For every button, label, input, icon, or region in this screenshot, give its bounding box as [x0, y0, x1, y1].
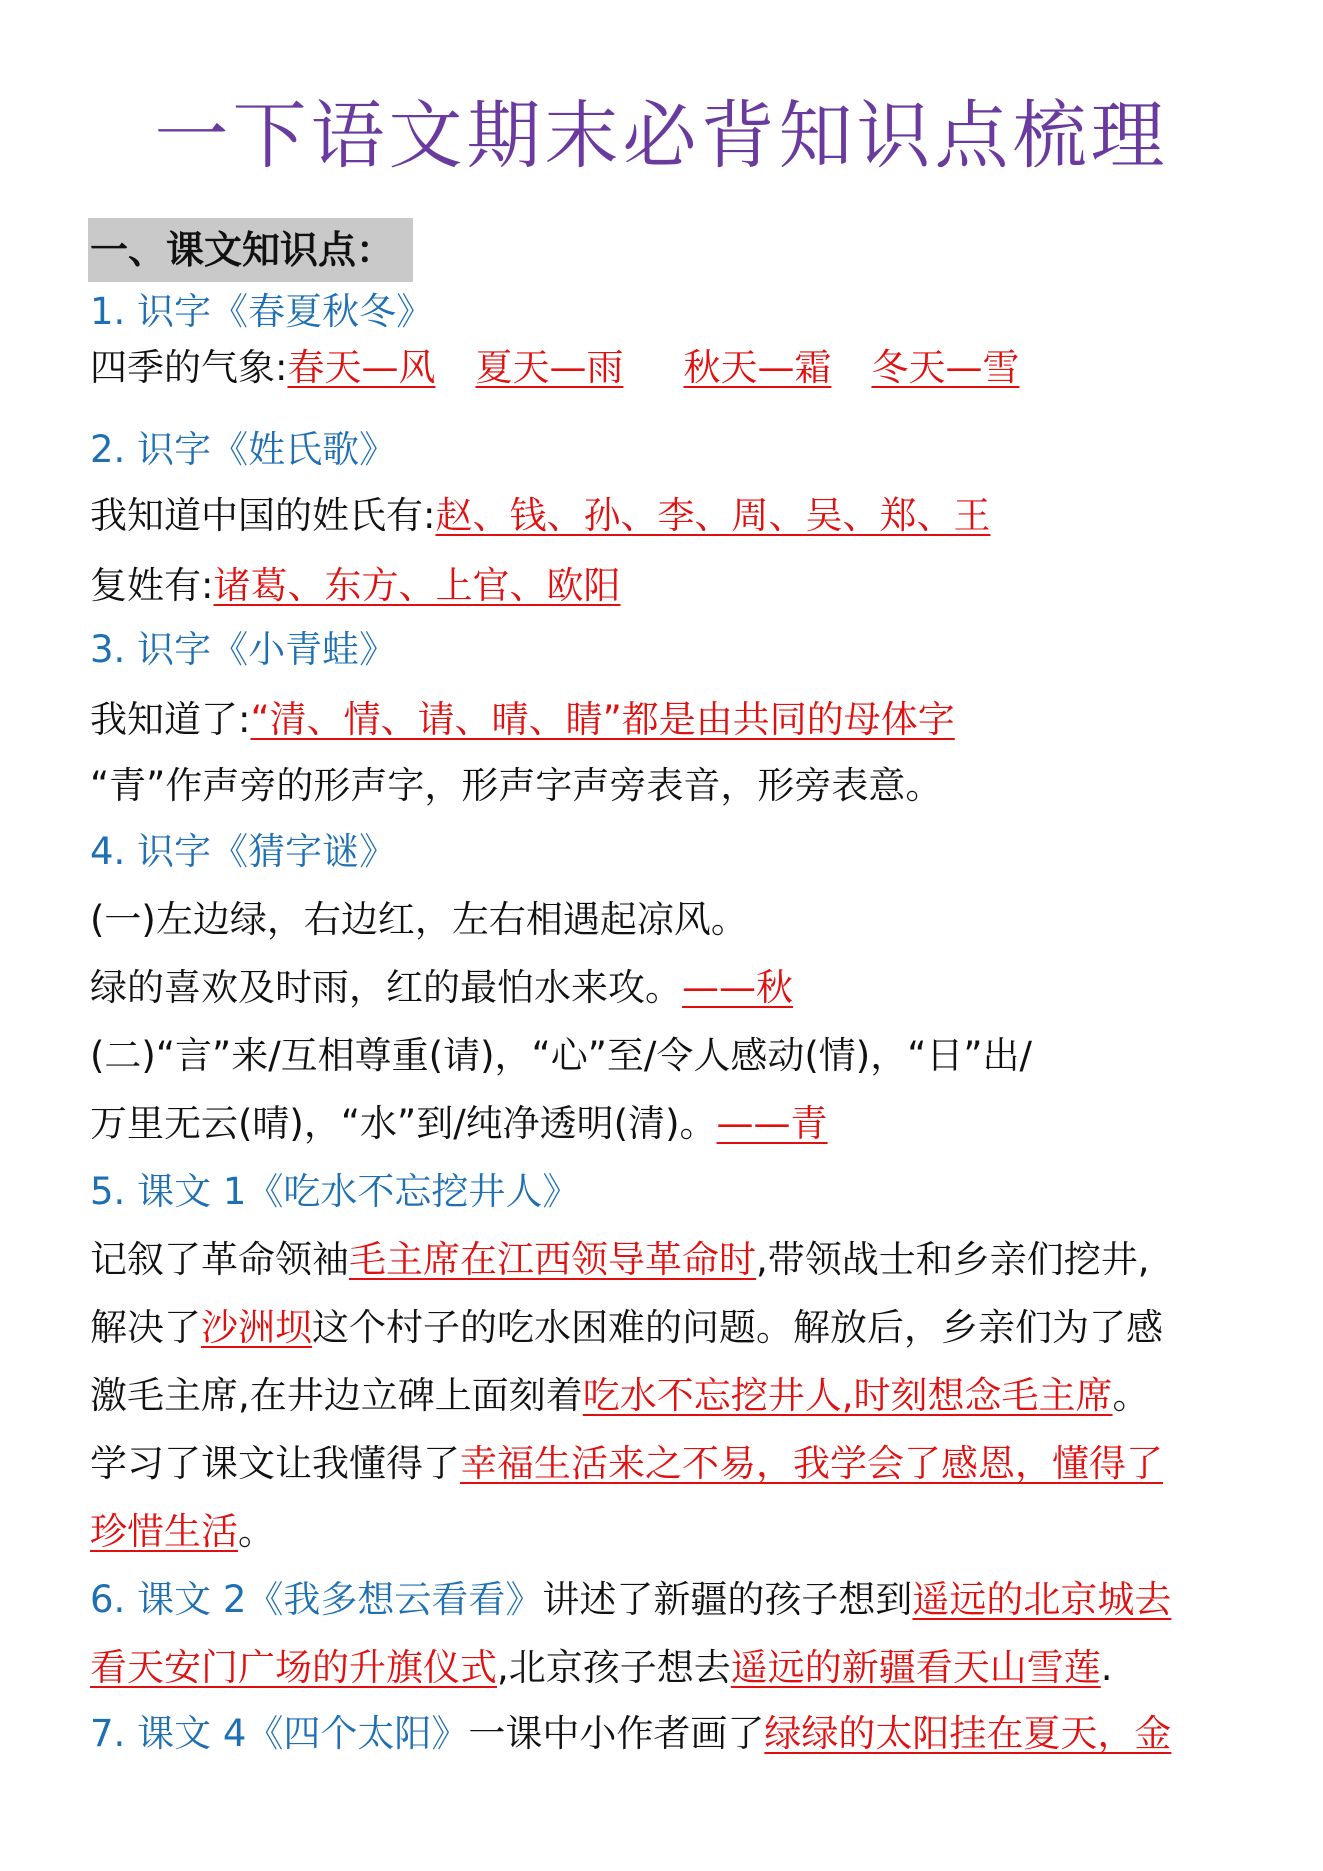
text: 复姓有:	[90, 564, 214, 607]
item-3-line-1	[90, 690, 955, 750]
text: ,带领战士和乡亲们挖井,	[756, 1238, 1150, 1281]
item-1-heading: 1. 识字《春夏秋冬》	[90, 290, 434, 333]
item-5-line-2	[90, 1298, 1163, 1358]
text: 我知道了:	[90, 698, 251, 741]
answer: 赵、钱、孙、李、周、吴、郑、王	[435, 494, 991, 537]
item-5-line-3	[90, 1366, 1150, 1426]
item-5-line-1	[90, 1230, 1150, 1290]
item-2-line-2	[90, 556, 620, 616]
answer: 遥远的北京城去	[912, 1578, 1172, 1621]
item-5-heading: 5. 课文 1《吃水不忘挖井人》	[90, 1170, 580, 1213]
item-4-line-3: (二)“言”来/互相尊重(请)，“心”至/令人感动(情)，“日”出/	[90, 1034, 1033, 1077]
answer: 遥远的新疆看天山雪莲	[730, 1646, 1101, 1689]
item-4-heading: 4. 识字《猜字谜》	[90, 830, 397, 873]
item-5-line-5	[90, 1502, 275, 1562]
answer: ——青	[716, 1102, 828, 1145]
text: 讲述了新疆的孩子想到	[542, 1578, 913, 1621]
text: 一课中小作者画了	[468, 1712, 765, 1755]
item-1-line	[90, 338, 1019, 398]
text: 这个村子的吃水困难的问题。解放后，乡亲们为了感	[312, 1306, 1163, 1349]
answer: 珍惜生活	[90, 1510, 238, 1553]
answer: 秋天—霜	[683, 346, 832, 389]
answer: 沙洲坝	[201, 1306, 312, 1349]
item-4-line-1: (一)左边绿，右边红，左右相遇起凉风。	[90, 898, 748, 941]
section-heading: 一、课文知识点：	[88, 218, 413, 282]
answer: 绿绿的太阳挂在夏天，金	[764, 1712, 1172, 1755]
text: 。	[1112, 1374, 1150, 1417]
item-7-heading: 7. 课文 4《四个太阳》	[90, 1712, 469, 1755]
item-2-line-1	[90, 486, 990, 546]
item-4-line-4	[90, 1094, 828, 1154]
text: 四季的气象:	[90, 346, 288, 389]
text: 。	[238, 1510, 275, 1553]
answer: 春天—风	[287, 346, 436, 389]
answer: 吃水不忘挖井人,时刻想念毛主席	[582, 1374, 1113, 1417]
text: ,北京孩子想去	[497, 1646, 731, 1689]
text: 万里无云(晴)，“水”到/纯净透明(清)。	[90, 1102, 717, 1145]
answer: 夏天—雨	[475, 346, 624, 389]
answer: ——秋	[682, 966, 793, 1009]
item-6-heading: 6. 课文 2《我多想云看看》	[90, 1578, 543, 1621]
text: 绿的喜欢及时雨，红的最怕水来攻。	[90, 966, 682, 1009]
answer: 冬天—雪	[871, 346, 1020, 389]
text: .	[1100, 1646, 1113, 1689]
text: 解决了	[90, 1306, 201, 1349]
answer: 幸福生活来之不易，我学会了感恩，懂得了	[460, 1442, 1163, 1485]
item-5-line-4	[90, 1434, 1163, 1494]
text: 记叙了革命领袖	[90, 1238, 349, 1281]
item-3-line-2: “青”作声旁的形声字，形声字声旁表音，形旁表意。	[90, 764, 943, 807]
item-4-line-2	[90, 958, 793, 1018]
answer: 毛主席在江西领导革命时	[349, 1238, 756, 1281]
item-7-line-1	[90, 1704, 1171, 1764]
answer: 看天安门广场的升旗仪式	[90, 1646, 497, 1689]
item-3-heading: 3. 识字《小青蛙》	[90, 628, 397, 671]
text: 我知道中国的姓氏有:	[90, 494, 436, 537]
answer: “清、情、请、晴、睛”都是由共同的母体字	[250, 698, 955, 741]
answer: 诸葛、东方、上官、欧阳	[213, 564, 621, 607]
text: 学习了课文让我懂得了	[90, 1442, 460, 1485]
item-2-heading: 2. 识字《姓氏歌》	[90, 428, 397, 471]
item-6-line-1	[90, 1570, 1171, 1630]
text: 激毛主席,在井边立碑上面刻着	[90, 1374, 583, 1417]
item-6-line-2	[90, 1638, 1113, 1698]
page-title: 一下语文期末必背知识点梳理	[154, 93, 1169, 179]
